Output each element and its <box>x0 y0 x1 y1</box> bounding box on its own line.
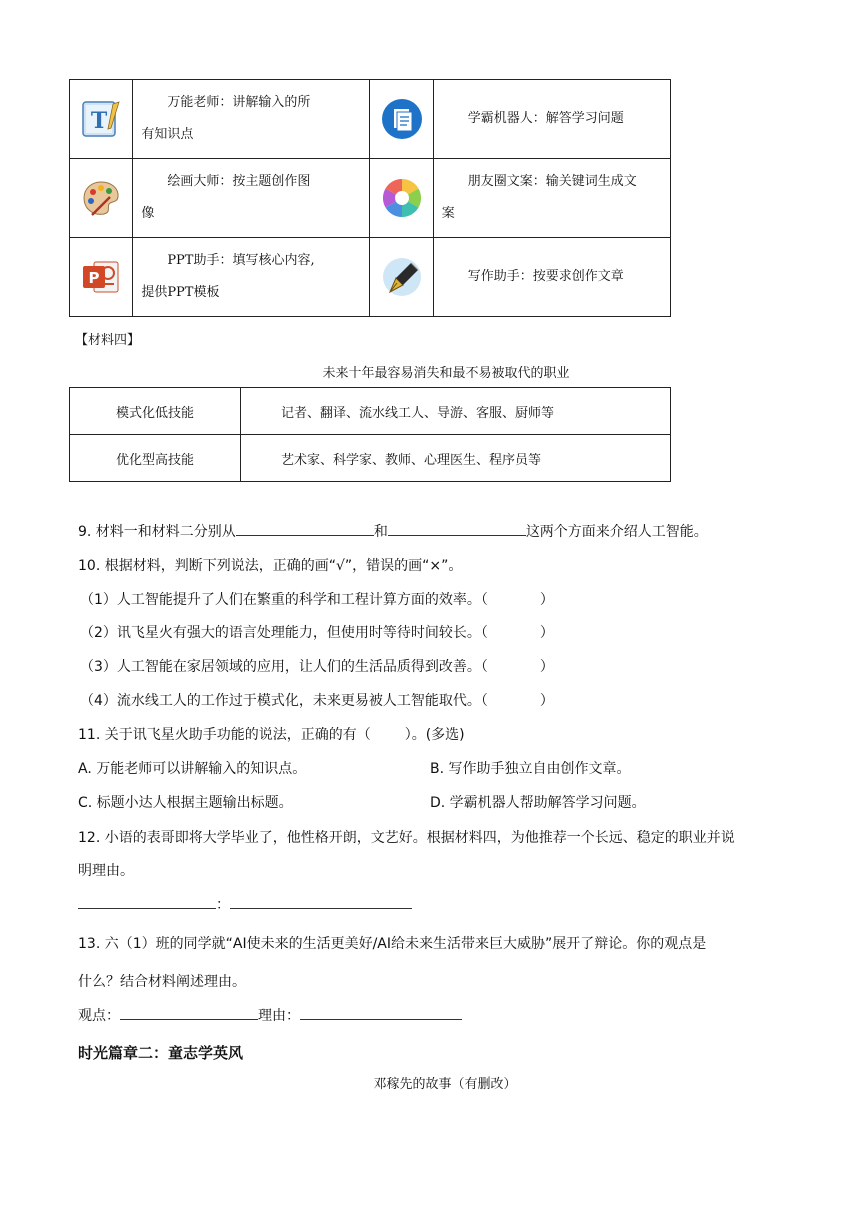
ai-tools-table <box>69 79 671 317</box>
question-12-line2: 明理由。 <box>78 863 134 879</box>
tool-description-cont: 有知识点 <box>141 127 194 142</box>
tool-description-cont: 案 <box>441 206 455 221</box>
section-heading: 时光篇章二：童志学英风 <box>78 1044 244 1062</box>
svg-text:P: P <box>88 269 100 287</box>
job-category: 优化型高技能 <box>70 435 241 482</box>
viewpoint-blank[interactable] <box>120 1005 258 1020</box>
document-icon <box>381 98 423 140</box>
tool-description: PPT助手：填写核心内容, <box>167 253 315 268</box>
story-title: 邓稼先的故事（有删改） <box>373 1077 517 1092</box>
tool-description: 学霸机器人：解答学习问题 <box>467 111 624 126</box>
answer-blank[interactable] <box>388 521 526 536</box>
tool-description-cont: 提供PPT模板 <box>141 285 220 300</box>
pen-nib-icon <box>381 256 423 298</box>
question-13-line1: 13. 六（1）班的同学就“AI使未来的生活更美好/AI给未来生活带来巨大威胁”展开了辩论。你的观点是 <box>78 936 707 952</box>
aperture-icon <box>381 177 423 219</box>
word-t-icon <box>80 98 122 140</box>
palette-icon <box>80 177 122 219</box>
job-list: 记者、翻译、流水线工人、导游、客服、厨师等 <box>241 388 671 435</box>
powerpoint-icon <box>80 256 122 298</box>
tool-description: 万能老师：讲解输入的所 <box>167 95 311 110</box>
question-12-line1: 12. 小语的表哥即将大学毕业了，他性格开朗，文艺好。根据材料四，为他推荐一个长远、稳定的职业并说 <box>78 830 735 846</box>
answer-blank[interactable] <box>230 894 412 909</box>
question-10-item: （1）人工智能提升了人们在繁重的科学和工程计算方面的效率。（ ） <box>80 592 554 608</box>
question-10-item: （2）讯飞星火有强大的语言处理能力，但使用时等待时间较长。（ ） <box>80 625 554 641</box>
tool-description: 绘画大师：按主题创作图 <box>167 174 311 189</box>
jobs-table <box>69 387 671 482</box>
question-10-stem: 10. 根据材料，判断下列说法，正确的画“√”，错误的画“×”。 <box>78 558 463 574</box>
material4-label: 【材料四】 <box>75 333 141 348</box>
tool-description: 写作助手：按要求创作文章 <box>467 269 624 284</box>
option-c[interactable]: C. 标题小达人根据主题输出标题。 <box>78 795 293 811</box>
answer-blank[interactable] <box>78 894 216 909</box>
job-category: 模式化低技能 <box>70 388 241 435</box>
table-row <box>70 159 671 238</box>
question-10-item: （3）人工智能在家居领域的应用，让人们的生活品质得到改善。（ ） <box>80 659 554 675</box>
answer-blank[interactable] <box>236 521 374 536</box>
table-row <box>70 388 671 435</box>
reason-blank[interactable] <box>300 1005 462 1020</box>
question-12-answer: ： <box>78 894 412 914</box>
tool-description: 朋友圈文案：输关键词生成文 <box>467 174 637 189</box>
jobs-table-title: 未来十年最容易消失和最不易被取代的职业 <box>322 366 570 381</box>
option-b[interactable]: B. 写作助手独立自由创作文章。 <box>430 761 631 777</box>
question-9: 9. 材料一和材料二分别从 和 这两个方面来介绍人工智能。 <box>78 521 708 541</box>
tool-description-cont: 像 <box>141 206 155 221</box>
table-row <box>70 80 671 159</box>
question-13-answer: 观点： 理由： <box>78 1005 462 1025</box>
option-a[interactable]: A. 万能老师可以讲解输入的知识点。 <box>78 761 307 777</box>
question-10-item: （4）流水线工人的工作过于模式化，未来更易被人工智能取代。（ ） <box>80 693 554 709</box>
table-row <box>70 238 671 317</box>
table-row <box>70 435 671 482</box>
option-d[interactable]: D. 学霸机器人帮助解答学习问题。 <box>430 795 646 811</box>
question-11-stem: 11. 关于讯飞星火助手功能的说法，正确的有（ ）。(多选) <box>78 727 465 743</box>
job-list: 艺术家、科学家、教师、心理医生、程序员等 <box>241 435 671 482</box>
question-13-line2: 什么？结合材料阐述理由。 <box>78 974 246 990</box>
svg-text:T: T <box>90 108 108 134</box>
